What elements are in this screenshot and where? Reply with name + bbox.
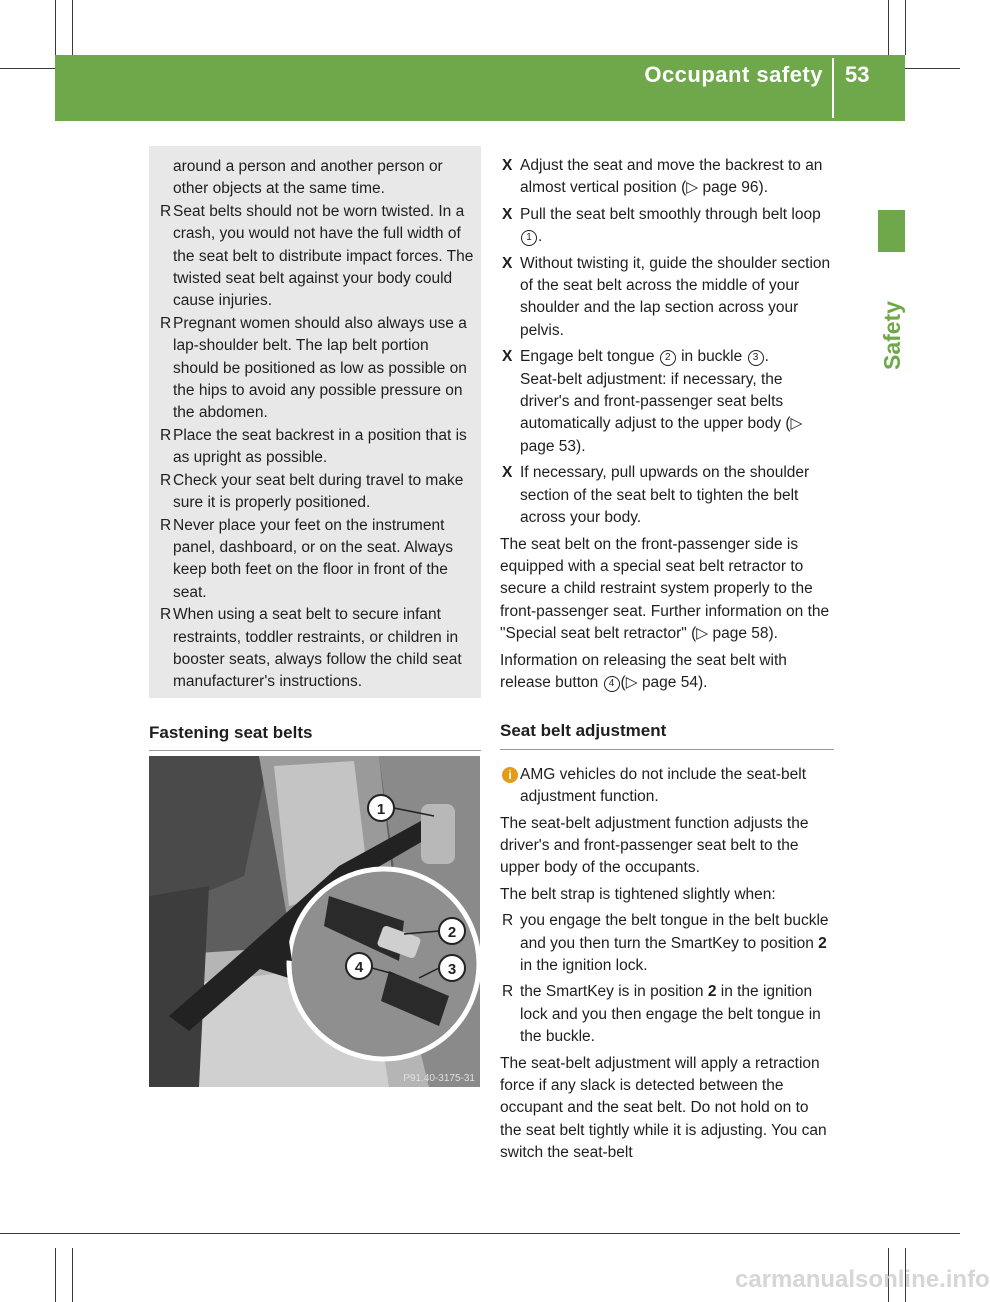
instruction-step: X Pull the seat belt smoothly through belt loop 1 .: [502, 205, 821, 246]
bullet-icon: R: [160, 516, 172, 534]
crop-mark: [905, 0, 906, 55]
step-marker-icon: X: [502, 464, 513, 482]
adjustment-heading: Seat belt adjustment: [500, 721, 667, 741]
step-marker-icon: X: [502, 157, 513, 174]
callout-3: 3: [447, 961, 457, 978]
bullet-icon: R: [160, 471, 172, 489]
crop-mark: [55, 1248, 56, 1302]
seat-belt-figure: [149, 756, 480, 1087]
watermark: carmanualsonline.info: [735, 1266, 990, 1293]
page-number: 53: [845, 62, 870, 87]
instruction-step: X Engage belt tongue 2 in buckle 3 . Seat-belt adjustment: if necessary, the driver's and front-passenger seat belts automatically adjust to the upper body (▷ page 53).: [502, 348, 803, 455]
warning-bullet: R Pregnant women should also always use a lap-shoulder belt. The lap belt portion should be positioned as low as possible on the hips to avoid any possible pressure on the abdomen.: [160, 314, 467, 422]
paragraph: Information on releasing the seat belt with release button 4 (▷ page 54).: [500, 651, 787, 691]
fastening-heading: Fastening seat belts: [149, 723, 313, 742]
paragraph: The seat belt on the front-passenger side is equipped with a special seat belt retractor to secure a child restraint system properly to the front-passenger seat. Further information on the "Special seat belt retractor" (▷ page 58).: [500, 535, 830, 643]
paragraph: The belt strap is tightened slightly when:: [500, 885, 776, 903]
page-reference[interactable]: page 58).: [712, 625, 778, 643]
step-marker-icon: X: [502, 254, 513, 272]
page-reference[interactable]: page 96).: [702, 179, 768, 197]
bullet-icon: R: [160, 426, 172, 444]
info-icon: i: [502, 767, 518, 783]
bullet-icon: R: [160, 202, 172, 220]
bullet-item: R you engage the belt tongue in the belt buckle and you then turn the SmartKey to position 2 in the ignition lock.: [502, 912, 829, 974]
warning-bullet: R When using a seat belt to secure infant restraints, toddler restraints, or children in booster seats, always follow the child seat manufacturer's instructions.: [160, 606, 462, 691]
instruction-step: X Adjust the seat and move the backrest to an almost vertical position (▷ page 96).: [502, 157, 823, 197]
callout-ref-icon: 2: [660, 350, 676, 366]
instruction-step: X Without twisting it, guide the shoulder section of the seat belt across the middle of your shoulder and the lap section across your pelvis.: [502, 254, 831, 339]
fastening-section: [149, 722, 481, 751]
warning-bullet: R Check your seat belt during travel to make sure it is properly positioned.: [160, 471, 464, 512]
callout-ref-icon: 3: [748, 350, 764, 366]
heading-rule: [500, 749, 834, 750]
right-column: [500, 155, 834, 1165]
bullet-icon: R: [502, 912, 514, 930]
crop-mark: [55, 0, 56, 55]
crop-mark: [888, 0, 889, 55]
callout-2: 2: [447, 924, 457, 941]
warning-bullet: R Place the seat backrest in a position that is as upright as possible.: [160, 426, 467, 467]
section-tab-label: Safety: [879, 300, 906, 371]
page-reference[interactable]: page 53).: [520, 437, 586, 455]
warning-intro: around a person and another person or other objects at the same time.: [173, 158, 443, 198]
page-reference[interactable]: page 54).: [641, 673, 708, 691]
callout-1: 1: [376, 801, 386, 818]
crop-mark: [0, 1233, 960, 1234]
bullet-icon: R: [502, 983, 514, 1001]
crop-mark: [72, 0, 73, 55]
figure-code: P91.40-3175-31: [403, 1073, 475, 1084]
warning-bullet: R Never place your feet on the instrument panel, dashboard, or on the seat. Always keep both feet on the floor in front of the seat.: [160, 516, 454, 601]
bullet-icon: R: [160, 314, 172, 332]
step-marker-icon: X: [502, 348, 513, 366]
heading-rule: [149, 750, 481, 751]
warning-text: [160, 156, 475, 694]
crop-mark: [72, 1248, 73, 1302]
callout-ref-icon: 4: [604, 676, 620, 692]
instruction-step: X If necessary, pull upwards on the shoulder section of the seat belt to tighten the belt across your body.: [502, 464, 810, 527]
bullet-item: R the SmartKey is in position 2 in the ignition lock and you then engage the belt tongue in the buckle.: [502, 983, 821, 1046]
callout-ref-icon: 1: [521, 230, 537, 246]
callout-4: 4: [354, 959, 364, 976]
step-marker-icon: X: [502, 205, 513, 223]
section-tab-marker: [878, 210, 905, 252]
paragraph: The seat-belt adjustment will apply a retraction force if any slack is detected between the occupant and the seat belt. Do not hold on to the seat belt tightly while it is adjusting. You can switch the seat-belt: [500, 1054, 827, 1162]
paragraph: The seat-belt adjustment function adjusts the driver's and front-passenger seat belt to the upper body of the occupants.: [500, 814, 809, 877]
warning-bullet: R Seat belts should not be worn twisted. In a crash, you would not have the full width of the seat belt to distribute impact forces. The twisted seat belt against your body could cause injuries.: [160, 202, 474, 310]
page-title: Occupant safety: [644, 62, 823, 87]
header-divider: [832, 58, 834, 118]
bullet-icon: R: [160, 606, 172, 624]
seat-belt-illustration: [149, 756, 480, 1087]
info-note: i AMG vehicles do not include the seat-belt adjustment function.: [500, 764, 834, 809]
